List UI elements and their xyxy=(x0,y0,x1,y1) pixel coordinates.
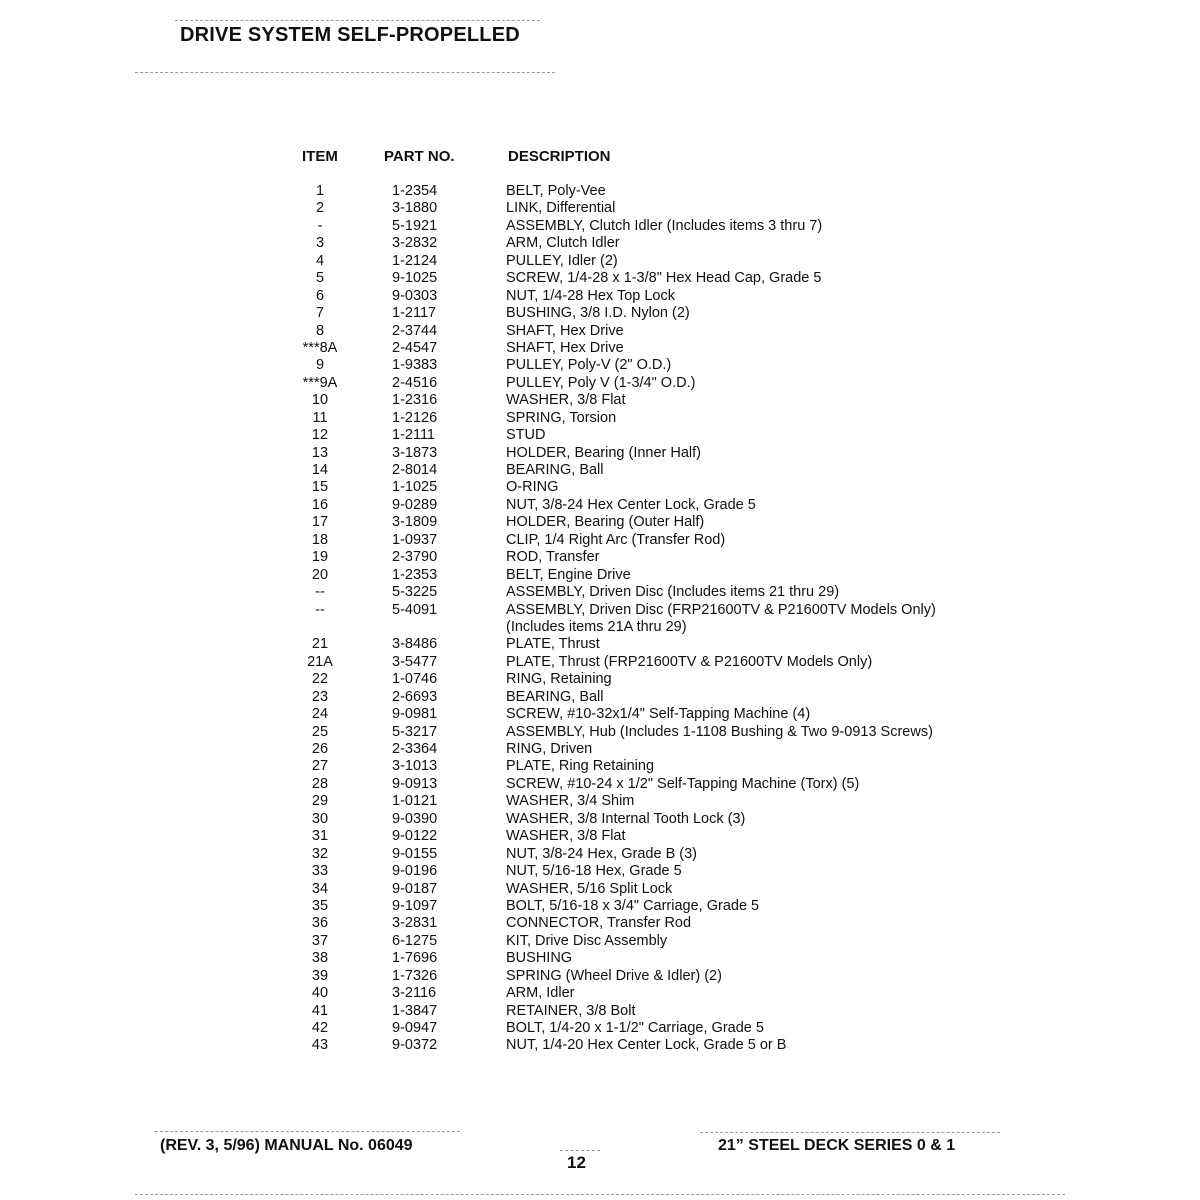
parts-row xyxy=(0,950,1200,967)
part-number: 9-0913 xyxy=(392,775,438,792)
part-description: BOLT, 1/4-20 x 1-1/2" Carriage, Grade 5 xyxy=(506,1020,764,1036)
part-description: SCREW, #10-24 x 1/2" Self-Tapping Machine (Torx) (5) xyxy=(506,775,860,792)
part-number: 1-0937 xyxy=(392,531,438,548)
part-number: 9-0372 xyxy=(392,1037,438,1054)
parts-row xyxy=(0,828,1200,845)
item-number: 10 xyxy=(311,392,329,409)
part-number: 2-3790 xyxy=(392,549,438,566)
parts-row xyxy=(0,689,1200,706)
item-number: 7 xyxy=(315,305,325,322)
part-number: 2-4516 xyxy=(392,374,438,391)
part-description: BUSHING xyxy=(506,950,573,967)
item-number: 20 xyxy=(311,566,329,583)
item-number: 9 xyxy=(315,357,325,374)
part-number: 1-1025 xyxy=(392,479,438,496)
part-number: 9-0289 xyxy=(392,496,438,513)
part-description: ASSEMBLY, Hub (Includes 1-1108 Bushing & Two 9-0913 Screws) xyxy=(506,723,933,740)
part-number: 5-4091 xyxy=(392,601,438,618)
item-number: 40 xyxy=(311,985,329,1002)
part-number: 5-1921 xyxy=(392,217,438,234)
parts-row xyxy=(0,1037,1200,1054)
item-number: 43 xyxy=(311,1037,329,1054)
item-number: 30 xyxy=(311,810,329,827)
parts-row xyxy=(0,235,1200,252)
footer-revision: (REV. 3, 5/96) MANUAL No. 06049 xyxy=(160,1137,413,1154)
item-number: 37 xyxy=(311,932,329,949)
parts-row xyxy=(0,706,1200,723)
item-number: 8 xyxy=(315,322,325,339)
item-number: 16 xyxy=(311,496,329,513)
item-number: 11 xyxy=(312,409,328,426)
part-description: BEARING, Ball xyxy=(506,462,604,478)
part-description: WASHER, 3/8 Flat xyxy=(506,828,626,845)
part-number: 2-3744 xyxy=(392,322,438,339)
part-number: 2-6693 xyxy=(392,688,438,705)
part-description: SCREW, 1/4-28 x 1-3/8" Hex Head Cap, Grade 5 xyxy=(506,270,822,287)
item-number: -- xyxy=(315,601,325,618)
item-number: 17 xyxy=(311,514,329,531)
part-description: WASHER, 3/4 Shim xyxy=(506,793,635,810)
part-description: CLIP, 1/4 Right Arc (Transfer Rod) xyxy=(506,531,726,548)
part-number: 3-1873 xyxy=(392,444,438,461)
part-number: 1-2316 xyxy=(392,392,438,409)
part-number: 2-3364 xyxy=(392,741,438,757)
part-number: 9-0155 xyxy=(392,845,438,862)
page-number: 12 xyxy=(567,1153,586,1172)
part-number: 9-0947 xyxy=(392,1020,438,1036)
part-description: STUD xyxy=(506,427,546,444)
item-number: 23 xyxy=(311,688,329,705)
item-number: 33 xyxy=(311,863,329,880)
parts-row xyxy=(0,619,1200,636)
parts-row xyxy=(0,323,1200,340)
parts-row xyxy=(0,288,1200,305)
part-number: 1-0121 xyxy=(392,793,438,810)
part-description: BEARING, Ball xyxy=(506,688,604,705)
item-number: 34 xyxy=(311,880,329,897)
part-description: RING, Driven xyxy=(506,741,593,757)
parts-row xyxy=(0,497,1200,514)
page-bottom-rule xyxy=(135,1194,1065,1195)
parts-row xyxy=(0,427,1200,444)
parts-row xyxy=(0,532,1200,549)
page-title: DRIVE SYSTEM SELF-PROPELLED xyxy=(180,24,520,46)
parts-row xyxy=(0,793,1200,810)
item-number: 35 xyxy=(311,897,329,914)
item-number: 22 xyxy=(311,671,329,688)
item-number: 4 xyxy=(315,252,325,269)
header-top-rule xyxy=(175,20,540,21)
part-number: 9-0122 xyxy=(392,828,438,845)
part-description: BELT, Engine Drive xyxy=(506,566,631,583)
part-description: (Includes items 21A thru 29) xyxy=(506,618,687,635)
part-number: 9-0187 xyxy=(392,880,438,897)
item-number: 21 xyxy=(311,636,329,653)
part-description: KIT, Drive Disc Assembly xyxy=(506,932,668,949)
parts-row xyxy=(0,253,1200,270)
item-number: 6 xyxy=(315,287,325,304)
part-number: 1-2124 xyxy=(392,252,438,269)
item-number: 27 xyxy=(311,758,329,775)
parts-row xyxy=(0,1003,1200,1020)
item-number: 5 xyxy=(315,270,325,287)
parts-row xyxy=(0,654,1200,671)
item-number: ***8A xyxy=(302,339,338,356)
part-description: ARM, Clutch Idler xyxy=(506,235,620,252)
part-description: NUT, 3/8-24 Hex, Grade B (3) xyxy=(506,845,697,862)
part-description: NUT, 3/8-24 Hex Center Lock, Grade 5 xyxy=(506,496,756,513)
part-number: 3-1013 xyxy=(392,758,438,775)
item-number: 39 xyxy=(311,967,329,984)
part-description: LINK, Differential xyxy=(506,200,616,217)
part-number: 1-0746 xyxy=(392,671,438,688)
part-number: 9-0303 xyxy=(392,287,438,304)
parts-row xyxy=(0,933,1200,950)
item-number: 2 xyxy=(315,200,325,217)
parts-row xyxy=(0,985,1200,1002)
part-description: SPRING (Wheel Drive & Idler) (2) xyxy=(506,967,722,984)
item-number: 42 xyxy=(311,1020,329,1036)
column-header-description: DESCRIPTION xyxy=(508,148,611,165)
part-description: WASHER, 3/8 Flat xyxy=(506,392,626,409)
part-number: 3-2832 xyxy=(392,235,438,252)
parts-row xyxy=(0,776,1200,793)
parts-row xyxy=(0,758,1200,775)
part-description: SHAFT, Hex Drive xyxy=(506,339,624,356)
part-number: 9-1025 xyxy=(392,270,438,287)
parts-row xyxy=(0,898,1200,915)
parts-row xyxy=(0,881,1200,898)
part-number: 3-5477 xyxy=(392,653,438,670)
part-number: 5-3225 xyxy=(392,584,438,601)
parts-row xyxy=(0,584,1200,601)
item-number: ***9A xyxy=(302,374,338,391)
part-number: 9-0390 xyxy=(392,810,438,827)
item-number: 3 xyxy=(315,235,325,252)
item-number: 28 xyxy=(311,775,329,792)
parts-row xyxy=(0,462,1200,479)
item-number: 41 xyxy=(311,1002,329,1019)
part-description: NUT, 1/4-20 Hex Center Lock, Grade 5 or B xyxy=(506,1037,787,1054)
part-description: BOLT, 5/16-18 x 3/4" Carriage, Grade 5 xyxy=(506,897,760,914)
item-number: 36 xyxy=(311,915,329,932)
parts-row xyxy=(0,410,1200,427)
part-number: 3-8486 xyxy=(392,636,438,653)
part-description: WASHER, 5/16 Split Lock xyxy=(506,880,673,897)
parts-row xyxy=(0,1020,1200,1037)
parts-row xyxy=(0,340,1200,357)
item-number: -- xyxy=(315,584,325,601)
part-number: 1-2111 xyxy=(392,427,435,444)
item-number: 13 xyxy=(311,444,329,461)
footer-left-rule xyxy=(155,1131,460,1132)
item-number: 18 xyxy=(311,531,329,548)
column-header-item: ITEM xyxy=(302,148,338,165)
parts-list xyxy=(0,183,1200,1055)
parts-row xyxy=(0,305,1200,322)
parts-row xyxy=(0,445,1200,462)
parts-row xyxy=(0,357,1200,374)
part-number: 1-7326 xyxy=(392,967,438,984)
item-number: 31 xyxy=(311,828,329,845)
part-number: 9-1097 xyxy=(392,897,438,914)
part-description: PLATE, Thrust (FRP21600TV & P21600TV Models Only) xyxy=(506,653,873,670)
part-description: SHAFT, Hex Drive xyxy=(506,322,624,339)
part-number: 1-7696 xyxy=(392,950,438,967)
part-number: 1-2126 xyxy=(392,409,438,426)
part-description: BELT, Poly-Vee xyxy=(506,183,606,199)
item-number: 25 xyxy=(311,723,329,740)
part-description: HOLDER, Bearing (Outer Half) xyxy=(506,514,705,531)
parts-row xyxy=(0,724,1200,741)
parts-row xyxy=(0,183,1200,200)
part-number: 6-1275 xyxy=(392,932,438,949)
parts-row xyxy=(0,479,1200,496)
part-description: PULLEY, Poly V (1-3/4" O.D.) xyxy=(506,374,696,391)
parts-row xyxy=(0,741,1200,758)
part-description: O-RING xyxy=(506,479,559,496)
parts-row xyxy=(0,218,1200,235)
footer-right-rule xyxy=(700,1132,1000,1133)
parts-row xyxy=(0,567,1200,584)
item-number: 26 xyxy=(311,741,329,757)
item-number: 24 xyxy=(311,706,329,723)
part-description: CONNECTOR, Transfer Rod xyxy=(506,915,692,932)
part-number: 1-9383 xyxy=(392,357,438,374)
parts-row xyxy=(0,549,1200,566)
item-number: 1 xyxy=(315,183,325,199)
part-number: 3-1880 xyxy=(392,200,438,217)
part-number: 9-0981 xyxy=(392,706,438,723)
parts-row xyxy=(0,671,1200,688)
item-number: 32 xyxy=(311,845,329,862)
part-description: PLATE, Ring Retaining xyxy=(506,758,655,775)
footer-series: 21” STEEL DECK SERIES 0 & 1 xyxy=(718,1137,956,1154)
part-number: 2-8014 xyxy=(392,462,438,478)
part-number: 3-2116 xyxy=(392,985,437,1002)
part-description: HOLDER, Bearing (Inner Half) xyxy=(506,444,702,461)
item-number: 12 xyxy=(311,427,329,444)
footer-center-rule xyxy=(560,1150,600,1151)
part-description: ROD, Transfer xyxy=(506,549,600,566)
parts-row xyxy=(0,270,1200,287)
parts-row xyxy=(0,636,1200,653)
part-number: 2-4547 xyxy=(392,339,438,356)
part-number: 1-2353 xyxy=(392,566,438,583)
part-description: PULLEY, Poly-V (2" O.D.) xyxy=(506,357,672,374)
parts-row xyxy=(0,392,1200,409)
part-description: PLATE, Thrust xyxy=(506,636,600,653)
part-number: 1-2354 xyxy=(392,183,438,199)
part-description: SPRING, Torsion xyxy=(506,409,617,426)
part-description: ASSEMBLY, Driven Disc (FRP21600TV & P21600TV Models Only) xyxy=(506,601,936,618)
parts-row xyxy=(0,846,1200,863)
part-number: 1-2117 xyxy=(392,305,437,322)
part-description: RING, Retaining xyxy=(506,671,612,688)
parts-row xyxy=(0,514,1200,531)
part-number: 5-3217 xyxy=(392,723,438,740)
part-description: NUT, 1/4-28 Hex Top Lock xyxy=(506,287,675,304)
parts-row xyxy=(0,968,1200,985)
parts-row xyxy=(0,200,1200,217)
header-bottom-rule xyxy=(135,72,555,73)
item-number: 38 xyxy=(311,950,329,967)
parts-row xyxy=(0,375,1200,392)
item-number: 14 xyxy=(311,462,329,478)
parts-row xyxy=(0,811,1200,828)
item-number: 19 xyxy=(311,549,329,566)
part-description: NUT, 5/16-18 Hex, Grade 5 xyxy=(506,863,682,880)
item-number: 29 xyxy=(311,793,329,810)
part-description: ARM, Idler xyxy=(506,985,575,1002)
column-header-part-no: PART NO. xyxy=(384,148,455,165)
part-description: RETAINER, 3/8 Bolt xyxy=(506,1002,636,1019)
parts-row xyxy=(0,863,1200,880)
part-description: PULLEY, Idler (2) xyxy=(506,252,618,269)
parts-row xyxy=(0,915,1200,932)
part-description: WASHER, 3/8 Internal Tooth Lock (3) xyxy=(506,810,746,827)
part-description: ASSEMBLY, Driven Disc (Includes items 21 thru 29) xyxy=(506,584,840,601)
part-number: 1-3847 xyxy=(392,1002,438,1019)
part-number: 3-2831 xyxy=(392,915,438,932)
part-description: SCREW, #10-32x1/4" Self-Tapping Machine (4) xyxy=(506,706,811,723)
item-number: 21A xyxy=(307,653,333,670)
part-number: 9-0196 xyxy=(392,863,438,880)
item-number: - xyxy=(317,217,323,234)
part-description: ASSEMBLY, Clutch Idler (Includes items 3 thru 7) xyxy=(506,217,823,234)
item-number: 15 xyxy=(311,479,329,496)
part-number: 3-1809 xyxy=(392,514,438,531)
part-description: BUSHING, 3/8 I.D. Nylon (2) xyxy=(506,305,690,322)
parts-row xyxy=(0,602,1200,619)
